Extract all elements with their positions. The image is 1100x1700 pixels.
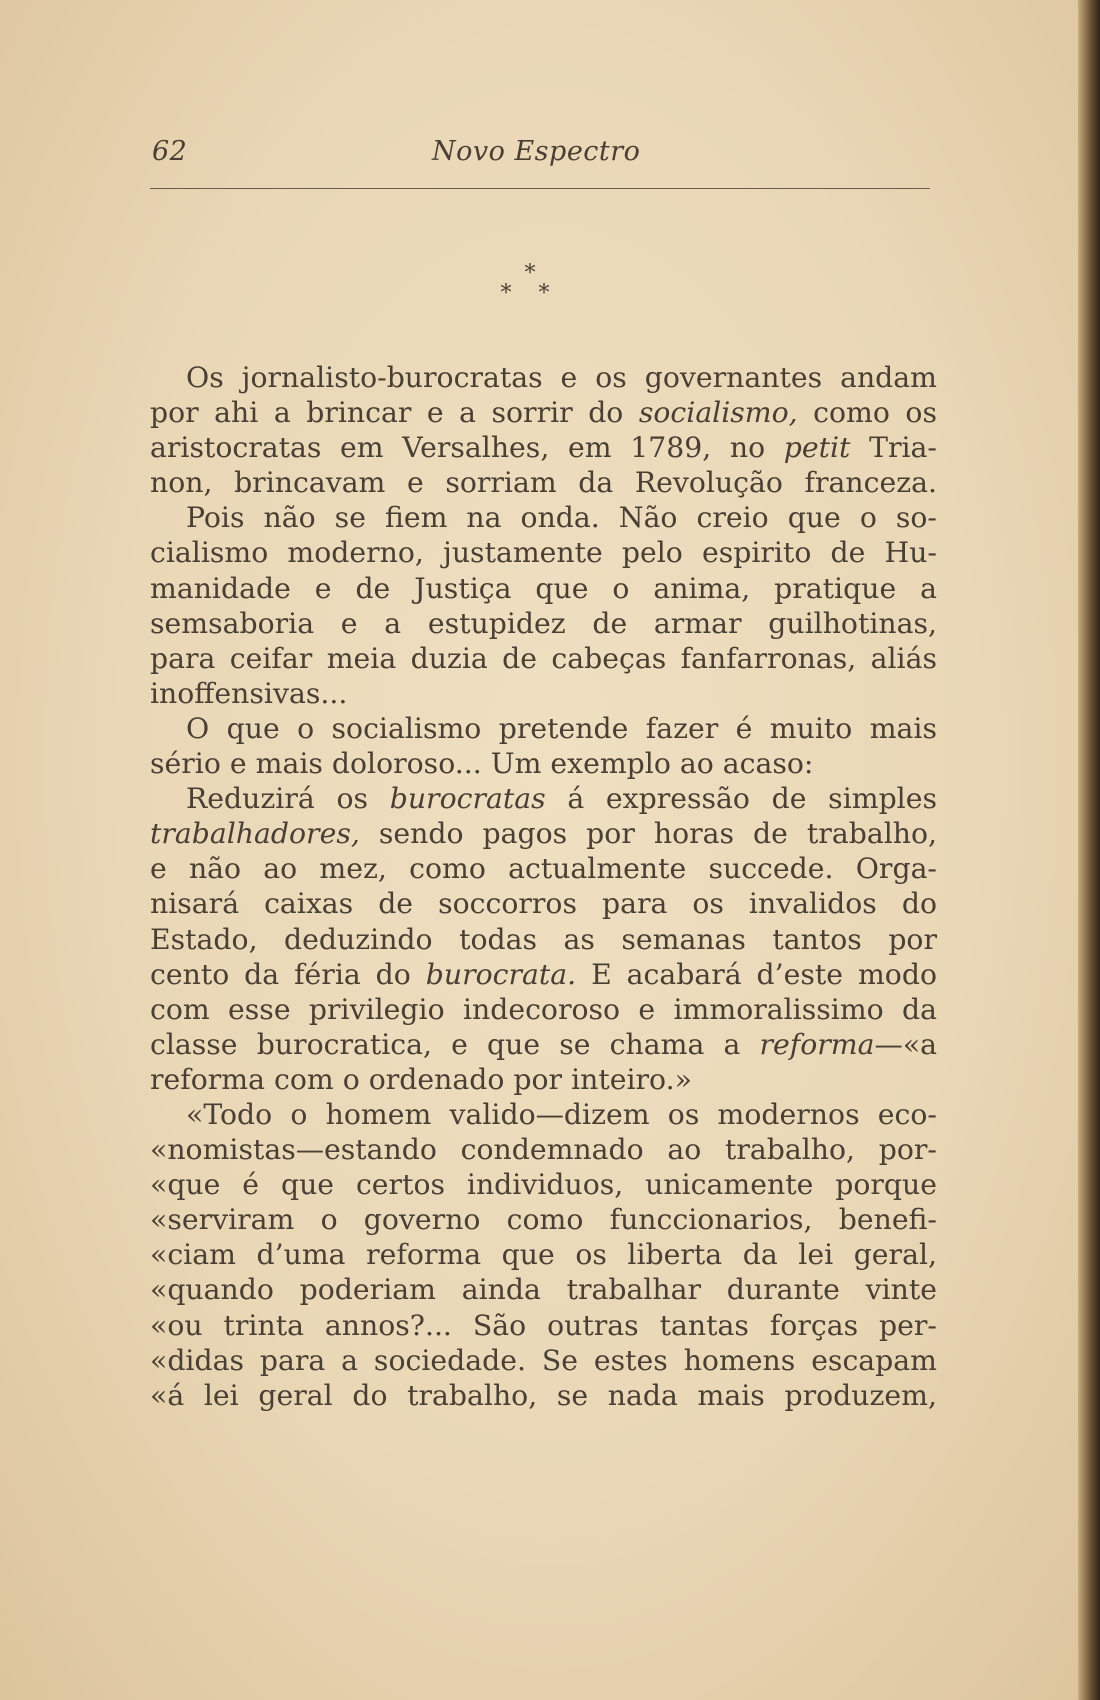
text-line: [150, 1237, 937, 1272]
text-run: «á lei geral do trabalho, se nada mais produzem,: [150, 1378, 937, 1412]
text-line: [150, 360, 937, 395]
text-line: [150, 1308, 937, 1343]
text-line: [150, 851, 937, 886]
text-run: aristocratas em Versalhes, em 1789, no: [150, 431, 784, 465]
text-run: Os jornalisto-burocratas e os governantes andam: [186, 361, 937, 394]
text-line: [150, 1343, 937, 1378]
text-run: «Todo o homem valido—dizem os modernos eco-: [186, 1097, 937, 1131]
text-line: [150, 500, 937, 535]
asterism-section-break: [470, 261, 590, 314]
asterism-top: *: [524, 261, 536, 286]
italic-text: trabalhadores,: [150, 817, 360, 851]
text-run: «didas para a sociedade. Se estes homens escapam: [150, 1343, 937, 1377]
text-line: [150, 781, 937, 816]
text-line: [150, 816, 937, 851]
text-run: non, brincavam e sorriam da Revolução franceza.: [150, 466, 937, 500]
text-run: «nomistas—estando condemnado ao trabalho, por-: [150, 1133, 937, 1167]
header-rule: [150, 188, 930, 189]
body-text: [150, 360, 937, 1413]
italic-text: socialismo,: [638, 396, 798, 430]
italic-text: reforma: [759, 1027, 875, 1061]
text-run: por ahi a brincar e a sorrir do: [150, 396, 639, 430]
italic-text: burocrata.: [425, 957, 577, 991]
asterism-bottom: * *: [500, 281, 560, 306]
text-line: [150, 535, 937, 570]
text-run: e não ao mez, como actualmente succede. Orga-: [150, 852, 937, 886]
text-line: [150, 430, 937, 465]
italic-text: petit: [783, 431, 851, 465]
text-run: cialismo moderno, justamente pelo espirito de Hu-: [150, 536, 937, 570]
text-run: inoffensivas...: [150, 676, 348, 710]
text-run: Estado, deduzindo todas as semanas tantos por: [150, 922, 937, 956]
text-line: [150, 1378, 937, 1413]
text-run: «ciam d’uma reforma que os liberta da lei geral,: [150, 1238, 937, 1272]
text-line: [150, 395, 937, 430]
text-run: cento da féria do: [150, 957, 426, 991]
text-line: [150, 711, 937, 746]
text-run: para ceifar meia duzia de cabeças fanfarronas, aliás: [150, 641, 937, 675]
text-line: [150, 571, 937, 606]
text-run: Tria-: [850, 431, 937, 465]
text-run: «quando poderiam ainda trabalhar durante vinte: [150, 1273, 937, 1307]
text-run: sendo pagos por horas de trabalho,: [359, 817, 937, 851]
text-line: [150, 1272, 937, 1307]
text-line: [150, 922, 937, 957]
page-edge-shadow: [1078, 0, 1100, 1700]
text-line: [150, 746, 937, 781]
text-run: á expressão de simples: [545, 782, 938, 816]
text-run: —«a: [874, 1027, 937, 1061]
text-line: [150, 641, 937, 676]
text-line: [150, 1167, 937, 1202]
text-line: [150, 1132, 937, 1167]
text-run: como os: [797, 396, 937, 430]
text-run: «que é que certos individuos, unicamente porque: [150, 1168, 937, 1202]
text-line: [150, 886, 937, 921]
text-run: nisará caixas de soccorros para os invalidos do: [150, 887, 937, 921]
text-line: [150, 1062, 937, 1097]
running-title: Novo Espectro: [432, 136, 641, 167]
text-line: [150, 676, 937, 711]
text-line: [150, 1202, 937, 1237]
text-run: O que o socialismo pretende fazer é muito mais: [186, 711, 937, 745]
text-line: [150, 992, 937, 1027]
text-line: [150, 1027, 937, 1062]
text-run: reforma com o ordenado por inteiro.»: [150, 1062, 692, 1096]
text-run: manidade e de Justiça que o anima, pratique a: [150, 571, 937, 605]
page-number: 62: [152, 136, 188, 167]
text-run: E acabará d’este modo: [576, 957, 937, 991]
text-run: semsaboria e a estupidez de armar guilhotinas,: [150, 606, 937, 640]
text-line: [150, 465, 937, 500]
text-run: com esse privilegio indecoroso e immoralissimo da: [150, 992, 937, 1026]
text-run: «serviram o governo como funccionarios, benefi-: [150, 1203, 937, 1237]
text-run: classe burocratica, e que se chama a: [150, 1027, 760, 1061]
text-line: [150, 957, 937, 992]
running-header: [152, 136, 932, 176]
text-run: sério e mais doloroso... Um exemplo ao acaso:: [150, 747, 814, 781]
text-run: Reduzirá os: [186, 782, 390, 816]
text-line: [150, 606, 937, 641]
italic-text: burocratas: [389, 782, 546, 816]
text-run: «ou trinta annos?... São outras tantas forças per-: [150, 1308, 937, 1342]
text-line: [150, 1097, 937, 1132]
text-run: Pois não se fiem na onda. Não creio que o so-: [186, 501, 937, 535]
